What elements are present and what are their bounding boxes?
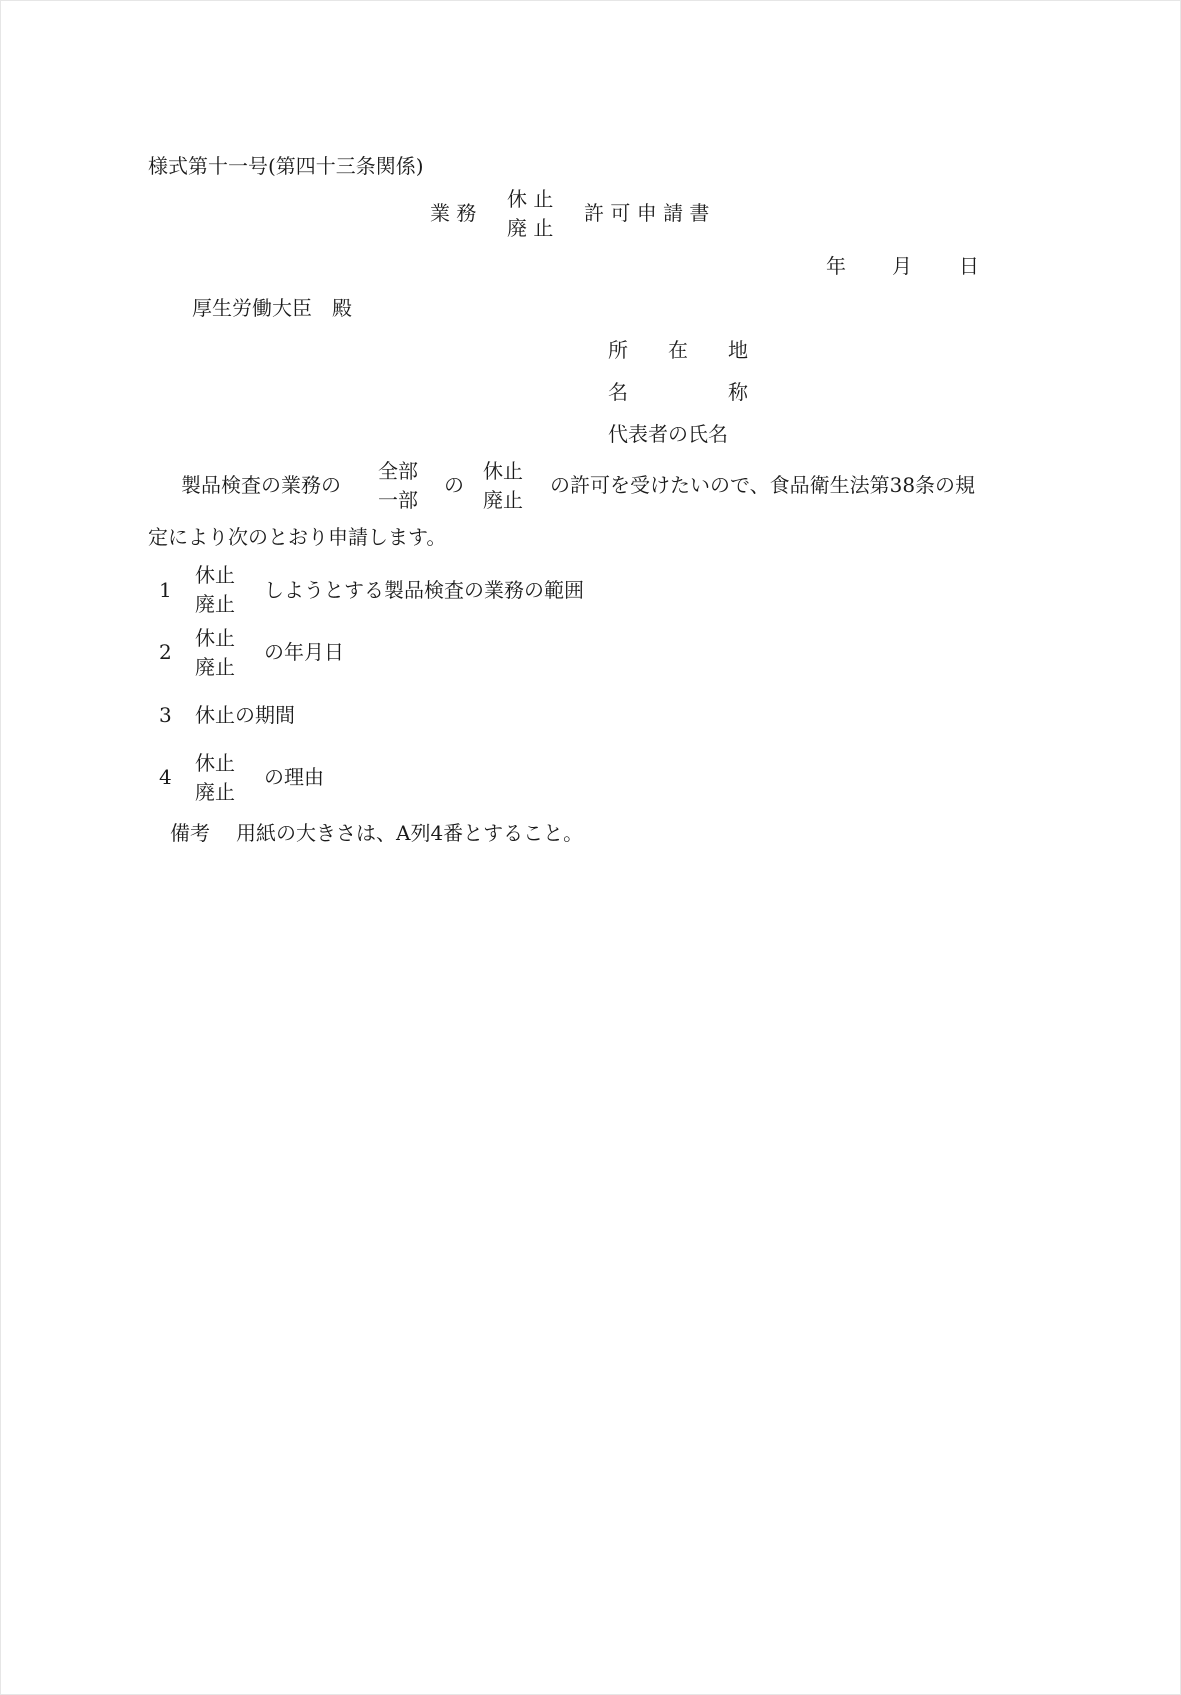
body-action-top: 休止 <box>483 459 523 483</box>
item-4-text: の理由 <box>264 765 324 789</box>
item-4-option-top: 休止 <box>195 751 235 775</box>
item-1-option-top: 休止 <box>195 563 235 587</box>
body-scope-top: 全部 <box>378 459 418 483</box>
addressee: 厚生労働大臣 殿 <box>192 296 352 320</box>
item-1-text: しようとする製品検査の業務の範囲 <box>264 578 584 602</box>
item-1-option-bottom: 廃止 <box>195 592 235 616</box>
item-3-text: 休止の期間 <box>195 703 295 727</box>
item-4-number: 4 <box>159 765 172 789</box>
date-day: 日 <box>959 254 979 278</box>
applicant-representative-label: 代表者の氏名 <box>608 422 728 446</box>
applicant-name-label: 名 称 <box>608 380 748 404</box>
date-year: 年 <box>826 254 846 278</box>
item-1-number: 1 <box>159 578 172 602</box>
item-2-text: の年月日 <box>264 640 344 664</box>
item-2-option-top: 休止 <box>195 626 235 650</box>
title-prefix: 業 務 <box>430 201 477 225</box>
body-action-bottom: 廃止 <box>483 488 523 512</box>
applicant-location-label: 所 在 地 <box>608 338 748 362</box>
body-scope-bottom: 一部 <box>378 488 418 512</box>
form-label: 様式第十一号(第四十三条関係) <box>148 154 424 178</box>
title-option-bottom: 廃 止 <box>507 216 554 240</box>
body-tail: の許可を受けたいので、食品衛生法第38条の規 <box>550 473 976 497</box>
body-particle: の <box>444 473 464 497</box>
body-lead: 製品検査の業務の <box>181 473 341 497</box>
item-2-option-bottom: 廃止 <box>195 655 235 679</box>
note-label: 備考 <box>170 821 210 845</box>
date-month: 月 <box>892 254 912 278</box>
item-2-number: 2 <box>159 640 172 664</box>
body-line2: 定により次のとおり申請します。 <box>148 525 447 549</box>
item-4-option-bottom: 廃止 <box>195 780 235 804</box>
note-text: 用紙の大きさは、A列4番とすること。 <box>236 821 584 845</box>
title-suffix: 許 可 申 請 書 <box>584 201 710 225</box>
item-3-number: 3 <box>159 703 172 727</box>
title-option-top: 休 止 <box>507 187 554 211</box>
